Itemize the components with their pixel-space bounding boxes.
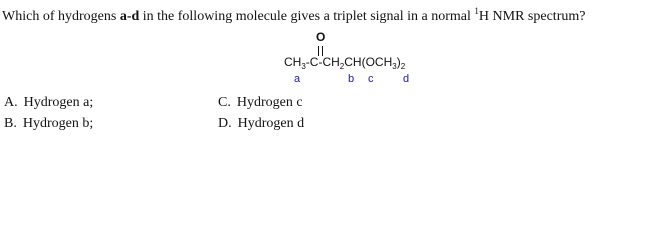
question-middle: in the following molecule gives a triplet signal in a normal [139,9,475,24]
chain-subscript: 3 [392,62,397,71]
chain-subscript: 2 [400,62,406,71]
option-text: Hydrogen a; [23,95,94,110]
chain-subscript: 3 [301,62,306,71]
option-text: Hydrogen d [237,116,305,131]
hydrogen-label-b: b [348,73,355,85]
option-letter: C. [218,95,231,110]
option-c[interactable] [218,95,303,111]
option-text: Hydrogen b; [22,116,94,131]
option-letter: D. [218,116,232,131]
hydrogen-label-c: c [368,73,374,85]
carbonyl-oxygen: O [316,30,326,44]
molecule-structure [0,0,660,100]
question-bold-range: a-d [119,9,140,24]
option-text: Hydrogen c [236,95,303,110]
chain-part: CH [284,55,302,69]
hydrogen-label-a: a [294,73,301,85]
molecule-chain [284,55,405,69]
chain-subscript: 2 [339,62,345,71]
option-b[interactable] [4,116,93,132]
question-prefix: Which of hydrogens [2,9,120,24]
option-letter: B. [4,116,17,131]
chain-part: ) [396,55,401,69]
chain-part: CH(OCH [344,55,393,69]
question-suffix: H NMR spectrum? [478,9,586,24]
chain-part: -C-CH [305,55,340,69]
option-letter: A. [4,95,18,110]
hydrogen-label-d: d [403,73,410,85]
option-a[interactable] [4,95,93,111]
question-superscript: 1 [474,6,479,16]
option-d[interactable] [218,116,304,132]
